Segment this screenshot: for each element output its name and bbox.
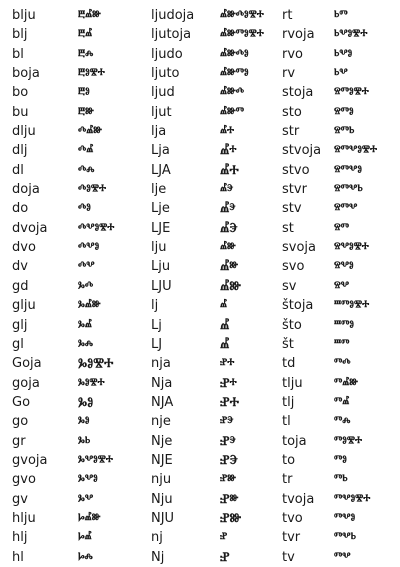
glagolitic-ligature: ⰼⰰ xyxy=(220,124,235,140)
glagolitic-ligature: ⰳⰲⱁ xyxy=(78,472,98,488)
glagolitic-ligature: ⰼⱆⰴ xyxy=(220,85,245,101)
glagolitic-ligature: ⰐⰅ xyxy=(220,452,238,468)
glagolitic-ligature: ⰐⰀ xyxy=(220,394,240,410)
latin-label: nje xyxy=(151,414,171,430)
glagolitic-ligature: ⰳⱃ xyxy=(78,433,91,449)
glagolitic-ligature: ⰃⰑ xyxy=(78,394,94,410)
glagolitic-ligature: ⱅⰼⱆ xyxy=(334,375,359,391)
latin-label: ljuto xyxy=(151,66,180,82)
latin-label: gr xyxy=(12,433,26,449)
latin-label: Lju xyxy=(151,259,171,275)
latin-label: lju xyxy=(151,240,167,256)
latin-label: glju xyxy=(12,298,36,314)
latin-label: ljud xyxy=(151,85,175,101)
glagolitic-ligature: ⱃⰲ xyxy=(334,66,348,82)
glagolitic-ligature: ⰴⰲⱁⰺⰰ xyxy=(78,220,115,236)
latin-label: LJU xyxy=(151,278,172,294)
glagolitic-ligature: Ⰼⱆ xyxy=(220,259,239,275)
glagolitic-ligature: ⰼⱆⰴⱁ xyxy=(220,46,249,62)
latin-label: LJA xyxy=(151,162,171,178)
glagolitic-ligature: ⰳⰾ xyxy=(78,336,93,352)
latin-label: stoja xyxy=(282,85,314,101)
glagolitic-ligature: ⰳⰴ xyxy=(78,278,94,294)
glagolitic-ligature: ⱅⰲⱃ xyxy=(334,530,356,546)
glagolitic-ligature: ⰼⱆⱅ xyxy=(220,104,245,120)
glagolitic-ligature: ⰱⱁ xyxy=(78,85,90,101)
latin-label: stvoja xyxy=(282,143,322,159)
latin-label: NJU xyxy=(151,510,175,526)
glagolitic-ligature: ⰼⱆⱅⱁⰺⰰ xyxy=(220,27,264,43)
glagolitic-ligature: Ⱀⰵ xyxy=(220,433,236,449)
glagolitic-ligature: ⱄⱅⰲⱁⰺⰰ xyxy=(334,143,378,159)
glagolitic-ligature: ⰴⰼ xyxy=(78,143,94,159)
glagolitic-ligature: ⰱⰼⱆ xyxy=(78,8,101,23)
latin-label: hlj xyxy=(12,530,28,546)
glagolitic-ligature: ⰳⱁ xyxy=(78,414,90,430)
glagolitic-ligature: ⰱⰼ xyxy=(78,27,93,43)
glagolitic-ligature: ⰱⱆ xyxy=(78,104,94,120)
latin-label: goja xyxy=(12,375,40,391)
glagolitic-ligature: ⱅⱁⰺⰰ xyxy=(334,433,363,449)
glagolitic-ligature: ⰴⰼⱆ xyxy=(78,124,103,140)
latin-label: gvoja xyxy=(12,452,48,468)
latin-label: sto xyxy=(282,104,302,120)
latin-label: gvo xyxy=(12,472,36,488)
latin-label: blju xyxy=(12,8,36,23)
glagolitic-ligature: ⱀⰰ xyxy=(220,356,235,372)
latin-label: st xyxy=(282,220,294,236)
latin-label: doja xyxy=(12,182,40,198)
glagolitic-ligature: ⱈⰾ xyxy=(78,549,93,565)
glagolitic-ligature: ⰼⱆⱅⱁ xyxy=(220,66,249,82)
latin-label: Nju xyxy=(151,491,173,507)
glagolitic-ligature: ⱄⱅⰲⱃ xyxy=(334,182,363,198)
latin-label: rvo xyxy=(282,46,303,62)
glagolitic-ligature: ⱎⱅ xyxy=(334,336,350,352)
glagolitic-ligature: ⱅⰲⱁⰺⰰ xyxy=(334,491,371,507)
glagolitic-ligature: ⰌⰖ xyxy=(220,278,241,294)
latin-label: tvoja xyxy=(282,491,315,507)
glagolitic-ligature: Ⰼ xyxy=(220,317,230,333)
glagolitic-ligature: ⰐⰖ xyxy=(220,510,242,526)
latin-label: do xyxy=(12,201,29,217)
glagolitic-ligature: ⱄⰲ xyxy=(334,278,350,294)
latin-label: Nj xyxy=(151,549,165,565)
latin-label: svoja xyxy=(282,240,316,256)
glagolitic-ligature: ⱅⱁ xyxy=(334,452,347,468)
glagolitic-ligature: ⱄⱅⱁⰺⰰ xyxy=(334,85,369,101)
latin-label: nj xyxy=(151,530,163,546)
glagolitic-ligature: ⰳⰲ xyxy=(78,491,94,507)
glagolitic-ligature: ⱅⰲⱁ xyxy=(334,510,356,526)
latin-label: boja xyxy=(12,66,40,82)
latin-label: bu xyxy=(12,104,29,120)
latin-label: hl xyxy=(12,549,24,565)
latin-label: Goja xyxy=(12,356,42,372)
latin-label: rvoja xyxy=(282,27,315,43)
glagolitic-ligature: ⰴⱁ xyxy=(78,201,91,217)
glagolitic-ligature: ⰼⰵ xyxy=(220,182,234,198)
glagolitic-ligature: ⱅⰼ xyxy=(334,394,350,410)
glagolitic-ligature: Ⰼⰵ xyxy=(220,201,236,217)
glagolitic-ligature: ⱃⱅ xyxy=(334,8,348,23)
glagolitic-ligature: Ⱀⱆ xyxy=(220,491,239,507)
latin-label: tvr xyxy=(282,530,301,546)
latin-label: blj xyxy=(12,27,28,43)
latin-label: št xyxy=(282,336,294,352)
glagolitic-ligature: ⱅⰾ xyxy=(334,414,351,430)
glagolitic-ligature: ⰴⰲ xyxy=(78,259,95,275)
latin-label: rt xyxy=(282,8,293,23)
latin-label: LJ xyxy=(151,336,163,352)
glagolitic-ligature: ⱄⰲⱁ xyxy=(334,259,354,275)
latin-label: dvo xyxy=(12,240,36,256)
latin-label: tlju xyxy=(282,375,303,391)
glagolitic-ligature: ⱅⰲ xyxy=(334,549,351,565)
latin-label: ljudoja xyxy=(151,8,195,23)
glagolitic-ligature: ⱄⱅⱃ xyxy=(334,124,355,140)
glagolitic-ligature: ⱈⰼⱆ xyxy=(78,510,101,526)
latin-label: dv xyxy=(12,259,28,275)
latin-label: nju xyxy=(151,472,172,488)
latin-label: što xyxy=(282,317,302,333)
glagolitic-ligature: ⱃⰲⱁⰺⰰ xyxy=(334,27,368,43)
latin-label: dvoja xyxy=(12,220,48,236)
latin-label: glj xyxy=(12,317,28,333)
glagolitic-ligature: ⱀ xyxy=(220,530,228,546)
latin-label: gl xyxy=(12,336,24,352)
glagolitic-ligature: ⰱⰾ xyxy=(78,46,94,62)
latin-label: stvo xyxy=(282,162,310,178)
glagolitic-ligature: ⱄⱅⰲⱁ xyxy=(334,162,362,178)
latin-label: dlju xyxy=(12,124,36,140)
latin-label: gv xyxy=(12,491,28,507)
latin-label: LJE xyxy=(151,220,171,236)
latin-label: tl xyxy=(282,414,291,430)
latin-label: ljutoja xyxy=(151,27,192,43)
glagolitic-ligature: Ⰼⰰ xyxy=(220,143,237,159)
glagolitic-ligature: ⰌⰅ xyxy=(220,220,238,236)
latin-label: dlj xyxy=(12,143,28,159)
latin-label: Go xyxy=(12,394,31,410)
latin-label: hlju xyxy=(12,510,36,526)
glagolitic-ligature: ⱀⱆ xyxy=(220,472,236,488)
glagolitic-ligature: Ⰼ xyxy=(220,336,230,352)
glagolitic-ligature: ⰼ xyxy=(220,298,228,314)
glagolitic-ligature: Ⱀ xyxy=(220,549,230,565)
latin-label: td xyxy=(282,356,296,372)
latin-label: stv xyxy=(282,201,302,217)
latin-label: tlj xyxy=(282,394,295,410)
latin-label: lje xyxy=(151,182,167,198)
latin-label: tvo xyxy=(282,510,303,526)
latin-label: Nje xyxy=(151,433,173,449)
glagolitic-ligature: ⱃⰲⱁ xyxy=(334,46,353,62)
latin-label: sv xyxy=(282,278,297,294)
glagolitic-ligature: ⰼⱆⰴⱁⰺⰰ xyxy=(220,8,264,23)
latin-label: nja xyxy=(151,356,171,372)
glagolitic-ligature: ⰴⰾ xyxy=(78,162,95,178)
latin-label: Lja xyxy=(151,143,170,159)
latin-label: tr xyxy=(282,472,293,488)
latin-label: dl xyxy=(12,162,24,178)
glagolitic-ligature: ⱄⱅ xyxy=(334,220,350,236)
latin-label: str xyxy=(282,124,300,140)
glagolitic-ligature: ⰃⰑⰊⰀ xyxy=(78,356,114,372)
latin-label: tv xyxy=(282,549,295,565)
glagolitic-ligature: ⱄⱅⱁ xyxy=(334,104,354,120)
glagolitic-ligature: ⱎⱅⱁ xyxy=(334,317,354,333)
glagolitic-ligature: ⰳⰲⱁⰺⰰ xyxy=(78,452,113,468)
latin-label: svo xyxy=(282,259,305,275)
latin-label: ljudo xyxy=(151,46,183,62)
latin-label: Lje xyxy=(151,201,170,217)
glagolitic-ligature: ⱄⰲⱁⰺⰰ xyxy=(334,240,369,256)
glagolitic-ligature: ⰱⱁⰺⰰ xyxy=(78,66,105,82)
latin-label: Nja xyxy=(151,375,173,391)
glagolitic-ligature: ⰌⰀ xyxy=(220,162,239,178)
glagolitic-ligature: ⱅⱃ xyxy=(334,472,348,488)
latin-label: bo xyxy=(12,85,29,101)
latin-label: gd xyxy=(12,278,29,294)
glagolitic-ligature: ⱎⱅⱁⰺⰰ xyxy=(334,298,370,314)
glagolitic-ligature: ⰴⰲⱁ xyxy=(78,240,100,256)
glagolitic-ligature: ⰳⰼⱆ xyxy=(78,298,101,314)
latin-label: bl xyxy=(12,46,24,62)
latin-label: NJA xyxy=(151,394,174,410)
glagolitic-ligature: ⱄⱅⰲ xyxy=(334,201,358,217)
latin-label: toja xyxy=(282,433,307,449)
latin-label: go xyxy=(12,414,29,430)
latin-label: stvr xyxy=(282,182,307,198)
glagolitic-ligature: ⱀⰵ xyxy=(220,414,234,430)
latin-label: lj xyxy=(151,298,159,314)
latin-label: NJE xyxy=(151,452,173,468)
latin-label: štoja xyxy=(282,298,314,314)
glagolitic-ligature: ⰴⱁⰺⰰ xyxy=(78,182,107,198)
latin-label: lja xyxy=(151,124,167,140)
latin-label: to xyxy=(282,452,296,468)
latin-label: ljut xyxy=(151,104,172,120)
glagolitic-ligature: ⰼⱆ xyxy=(220,240,236,256)
glagolitic-ligature: ⱅⰴ xyxy=(334,356,351,372)
glagolitic-ligature: ⰳⰼ xyxy=(78,317,92,333)
latin-label: Lj xyxy=(151,317,162,333)
glagolitic-ligature: ⰳⱁⰺⰰ xyxy=(78,375,105,391)
glagolitic-ligature: Ⱀⰰ xyxy=(220,375,237,391)
glagolitic-ligature: ⱈⰼ xyxy=(78,530,92,546)
latin-label: rv xyxy=(282,66,296,82)
